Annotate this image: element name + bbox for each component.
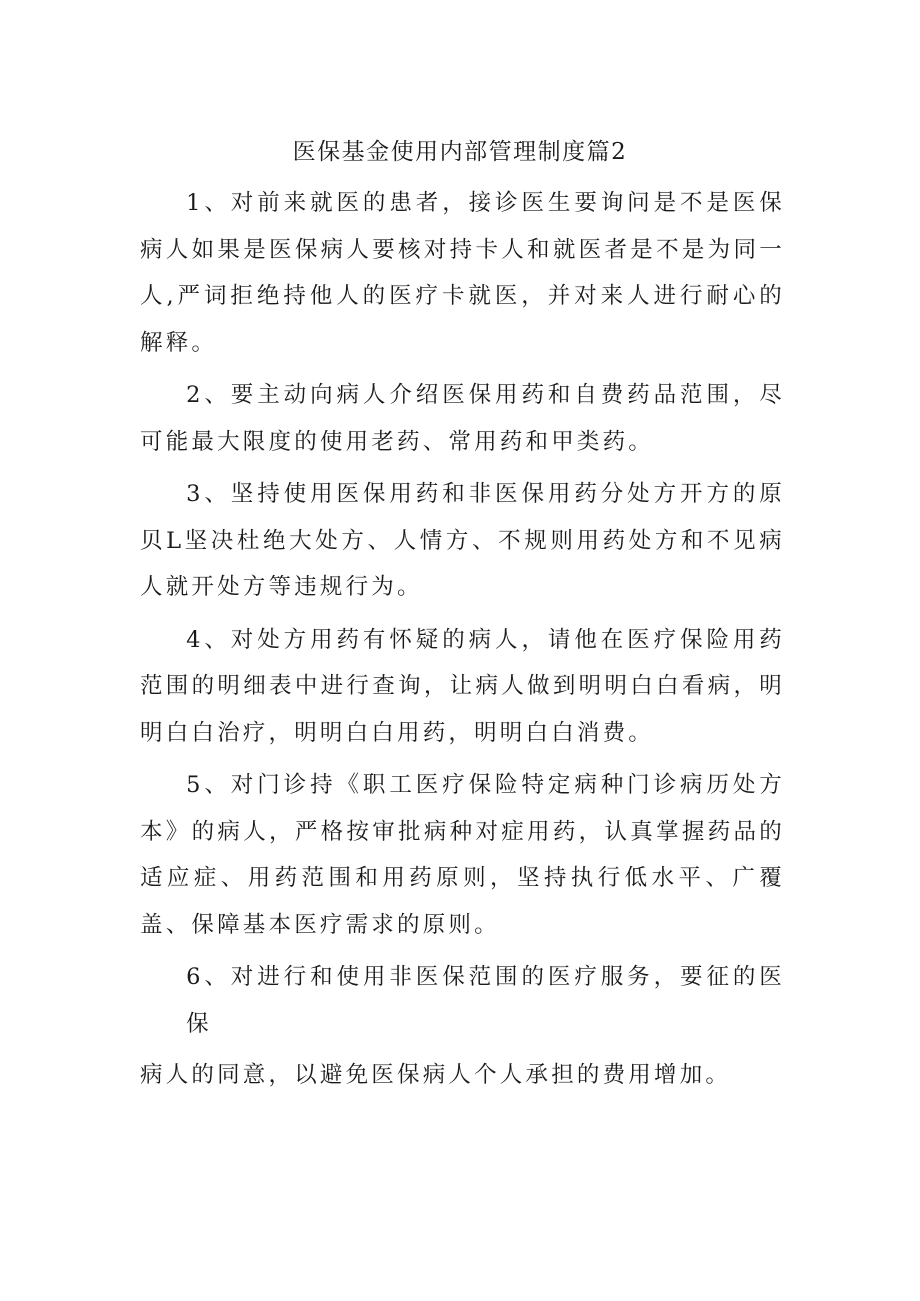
- document-body: [140, 180, 785, 1105]
- paragraph-3: 3、坚持使用医保用药和非医保用药分处方开方的原贝L坚决杜绝大处方、人情方、不规则用药处方和不见病人就开处方等违规行为。: [140, 481, 785, 600]
- paragraph-6: [140, 954, 785, 1099]
- paragraph-6-line-1: 6、对进行和使用非医保范围的医疗服务，要征的医保: [186, 964, 785, 1037]
- paragraph-2: 2、要主动向病人介绍医保用药和自费药品范围，尽可能最大限度的使用老药、常用药和甲类药。: [140, 382, 785, 455]
- paragraph-6-line-2: 病人的同意，以避免医保病人个人承担的费用增加。: [140, 1062, 732, 1088]
- document-title: 医保基金使用内部管理制度篇2: [292, 139, 628, 165]
- paragraph-1: 1、对前来就医的患者，接诊医生要询问是不是医保病人如果是医保病人要核对持卡人和就医者是不是为同一人,严词拒绝持他人的医疗卡就医，并对来人进行耐心的解释。: [140, 190, 785, 356]
- paragraph-4: 4、对处方用药有怀疑的病人，请他在医疗保险用药范围的明细表中进行查询，让病人做到明明白白看病，明明白白治疗，明明白白用药，明明白白消费。: [140, 626, 785, 746]
- paragraph-5: 5、对门诊持《职工医疗保险特定病种门诊病历处方本》的病人，严格按审批病种对症用药，认真掌握药品的适应症、用药范围和用药原则，坚持执行低水平、广覆盖、保障基本医疗需求的原则。: [140, 772, 785, 938]
